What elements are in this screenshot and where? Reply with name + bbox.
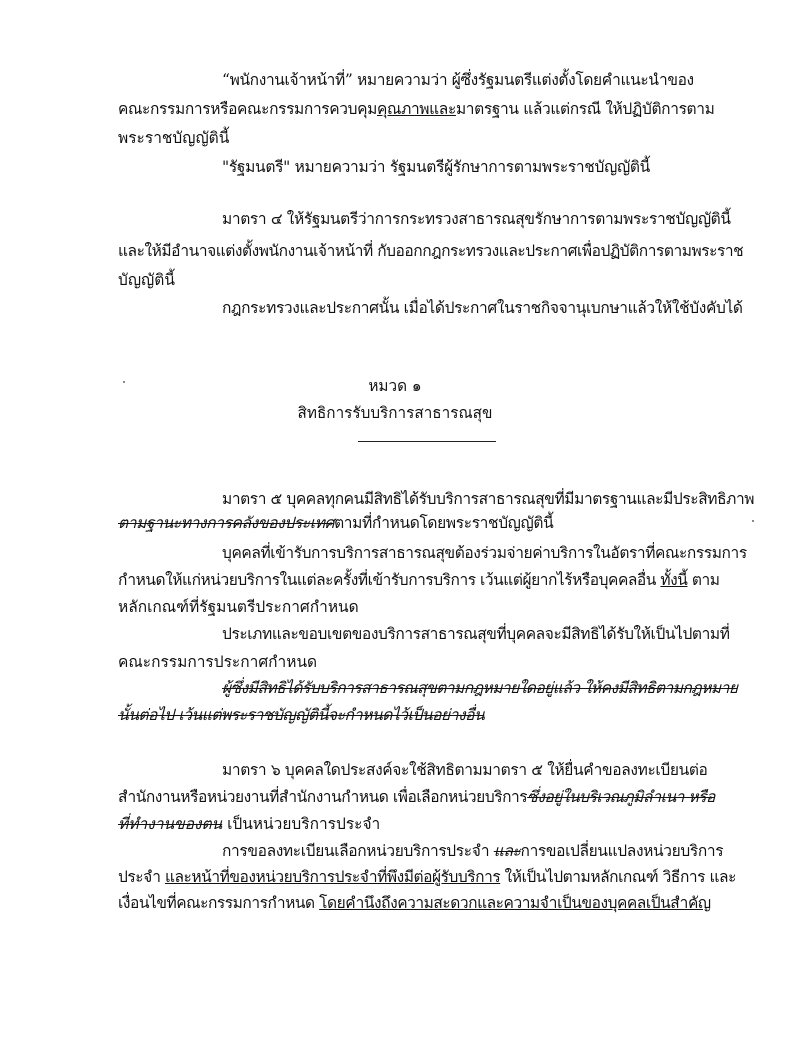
section-4-line-1: มาตรา ๔ ให้รัฐมนตรีว่าการกระทรวงสาธารณสุขรักษาการตามพระราชบัญญัตินี้ — [222, 210, 731, 228]
section-5-line-5: หลักเกณฑ์ที่รัฐมนตรีประกาศกำหนด — [118, 598, 359, 616]
struck-text: และ — [493, 842, 521, 860]
section-5-struck-line-8: ผู้ซึ่งมีสิทธิได้รับบริการสาธารณสุขตามกฎหมายใดอยู่แล้ว ให้คงมีสิทธิตามกฎหมาย — [222, 679, 738, 697]
section-6-line-5: ประจำ และหน้าที่ของหน่วยบริการประจำที่พึงมีต่อผู้รับบริการ ให้เป็นไปตามหลักเกณฑ์ วิธีการ และ — [118, 868, 736, 886]
inserted-text: คุณภาพและ — [377, 100, 456, 118]
section-6-line-6: เงื่อนไขที่คณะกรรมการกำหนด โดยคำนึงถึงความสะดวกและความจำเป็นของบุคคลเป็นสำคัญ — [118, 894, 711, 912]
def-minister: "รัฐมนตรี" หมายความว่า รัฐมนตรีผู้รักษาการตามพระราชบัญญัตินี้ — [222, 158, 650, 176]
section-5-line-4: กำหนดให้แก่หน่วยบริการในแต่ละครั้งที่เข้ารับการบริการ เว้นแต่ผู้ยากไร้หรือบุคคลอื่น ทั้งนี้ ตาม — [118, 571, 720, 589]
section-5-line-1: มาตรา ๕ บุคคลทุกคนมีสิทธิได้รับบริการสาธารณสุขที่มีมาตรฐานและมีประสิทธิภาพ — [222, 490, 755, 508]
section-6-line-4: การขอลงทะเบียนเลือกหน่วยบริการประจำ และการขอเปลี่ยนแปลงหน่วยบริการ — [222, 842, 724, 860]
section-4-line-2: และให้มีอำนาจแต่งตั้งพนักงานเจ้าหน้าที่ กับออกกฎกระทรวงและประกาศเพื่อปฏิบัติการตามพระราช — [118, 242, 744, 260]
struck-text: ซึ่งอยู่ในบริเวณภูมิลำเนา หรือ — [527, 788, 715, 806]
def-officer-line-2: คณะกรรมการหรือคณะกรรมการควบคุมคุณภาพและมาตรฐาน แล้วแต่กรณี ให้ปฏิบัติการตาม — [118, 100, 715, 118]
section-6-line-3: ที่ทำงานของตน เป็นหน่วยบริการประจำ — [118, 815, 381, 833]
def-officer-line-1: “พนักงานเจ้าหน้าที่” หมายความว่า ผู้ซึ่งรัฐมนตรีแต่งตั้งโดยคำแนะนำของ — [222, 71, 694, 89]
chapter-title: สิทธิการรับบริการสาธารณสุข — [297, 404, 493, 422]
section-6-line-1: มาตรา ๖ บุคคลใดประสงค์จะใช้สิทธิตามมาตรา ๕ ให้ยื่นคำขอลงทะเบียนต่อ — [222, 761, 708, 779]
section-5-line-6: ประเภทและขอบเขตของบริการสาธารณสุขที่บุคคลจะมีสิทธิได้รับให้เป็นไปตามที่ — [222, 625, 730, 643]
chapter-number: หมวด ๑ — [368, 377, 422, 395]
section-6-line-2: สำนักงานหรือหน่วยงานที่สำนักงานกำหนด เพื่อเลือกหน่วยบริการซึ่งอยู่ในบริเวณภูมิลำเนา หรือ — [118, 788, 715, 806]
section-5-line-3: บุคคลที่เข้ารับการบริการสาธารณสุขต้องร่วมจ่ายค่าบริการในอัตราที่คณะกรรมการ — [222, 544, 747, 562]
section-4-line-3: บัญญัตินี้ — [118, 271, 175, 289]
section-5-line-7: คณะกรรมการประกาศกำหนด — [118, 653, 318, 671]
inserted-text: และหน้าที่ของหน่วยบริการประจำที่พึงมีต่อผู้รับบริการ — [164, 868, 501, 886]
inserted-text: ทั้งนี้ — [660, 571, 688, 589]
chapter-divider — [358, 441, 496, 442]
section-5-struck-line-9: นั้นต่อไป เว้นแต่พระราชบัญญัตินี้จะกำหนดไว้เป็นอย่างอื่น — [118, 706, 485, 724]
section-5-line-2: ตามฐานะทางการคลังของประเทศตามที่กำหนดโดยพระราชบัญญัตินี้ — [118, 514, 554, 532]
scan-speck — [752, 520, 754, 522]
def-officer-line-3: พระราชบัญญัตินี้ — [118, 129, 230, 147]
struck-text: ตามฐานะทางการคลังของประเทศ — [118, 514, 335, 532]
inserted-text: โดยคำนึงถึงความสะดวกและความจำเป็นของบุคคลเป็นสำคัญ — [319, 894, 711, 912]
struck-text: ที่ทำงานของตน — [118, 815, 223, 833]
section-4-line-4: กฎกระทรวงและประกาศนั้น เมื่อได้ประกาศในราชกิจจานุเบกษาแล้วให้ใช้บังคับได้ — [222, 299, 743, 317]
